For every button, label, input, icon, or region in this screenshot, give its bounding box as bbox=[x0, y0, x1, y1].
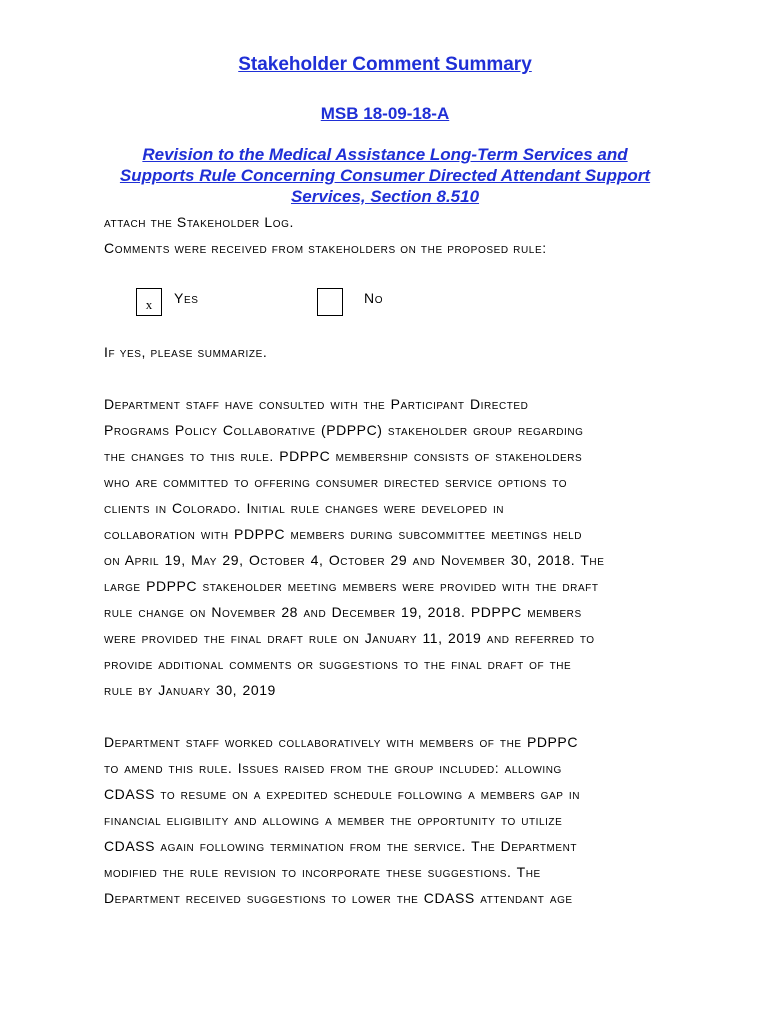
paragraph-line: Programs Policy Collaborative (PDPPC) stakeholder group regarding bbox=[104, 422, 584, 438]
paragraph-line: on April 19, May 29, October 4, October 29 and November 30, 2018. The bbox=[104, 552, 605, 568]
yes-label: Yes bbox=[174, 290, 199, 306]
paragraph-line: financial eligibility and allowing a member the opportunity to utilize bbox=[104, 812, 563, 828]
paragraph-line: rule change on November 28 and December 19, 2018. PDPPC members bbox=[104, 604, 582, 620]
paragraph-line: clients in Colorado. Initial rule changes were developed in bbox=[104, 500, 505, 516]
paragraph-line: rule by January 30, 2019 bbox=[104, 682, 276, 698]
paragraph-line: to amend this rule. Issues raised from the group included: allowing bbox=[104, 760, 562, 776]
msb-number: MSB 18-09-18-A bbox=[320, 104, 450, 123]
no-checkbox[interactable] bbox=[317, 288, 343, 316]
rule-title-line-1: Revision to the Medical Assistance Long-Term Services and bbox=[142, 145, 628, 164]
attach-instruction: attach the Stakeholder Log. bbox=[104, 214, 295, 230]
summary-prompt: If yes, please summarize. bbox=[104, 344, 268, 360]
paragraph-line: CDASS again following termination from the service. The Department bbox=[104, 838, 578, 854]
page-title: Stakeholder Comment Summary bbox=[238, 54, 532, 75]
yes-checkbox[interactable]: x bbox=[136, 288, 162, 316]
paragraph-line: Department staff worked collaboratively with members of the PDPPC bbox=[104, 734, 578, 750]
rule-title-line-2: Supports Rule Concerning Consumer Directed Attendant Support bbox=[119, 166, 651, 185]
paragraph-line: the changes to this rule. PDPPC membership consists of stakeholders bbox=[104, 448, 583, 464]
paragraph-line: CDASS to resume on a expedited schedule following a members gap in bbox=[104, 786, 580, 802]
paragraph-line: who are committed to offering consumer directed service options to bbox=[104, 474, 568, 490]
no-label: No bbox=[364, 290, 384, 306]
paragraph-line: collaboration with PDPPC members during subcommittee meetings held bbox=[104, 526, 583, 542]
paragraph-line: modified the rule revision to incorporate these suggestions. The bbox=[104, 864, 541, 880]
rule-title-line-3: Services, Section 8.510 bbox=[290, 187, 480, 206]
paragraph-line: provide additional comments or suggestions to the final draft of the bbox=[104, 656, 572, 672]
paragraph-line: Department received suggestions to lower the CDASS attendant age bbox=[104, 890, 573, 906]
paragraph-line: large PDPPC stakeholder meeting members were provided with the draft bbox=[104, 578, 599, 594]
paragraph-line: Department staff have consulted with the Participant Directed bbox=[104, 396, 529, 412]
paragraph-line: were provided the final draft rule on January 11, 2019 and referred to bbox=[104, 630, 595, 646]
comments-question: Comments were received from stakeholders on the proposed rule: bbox=[104, 240, 547, 256]
